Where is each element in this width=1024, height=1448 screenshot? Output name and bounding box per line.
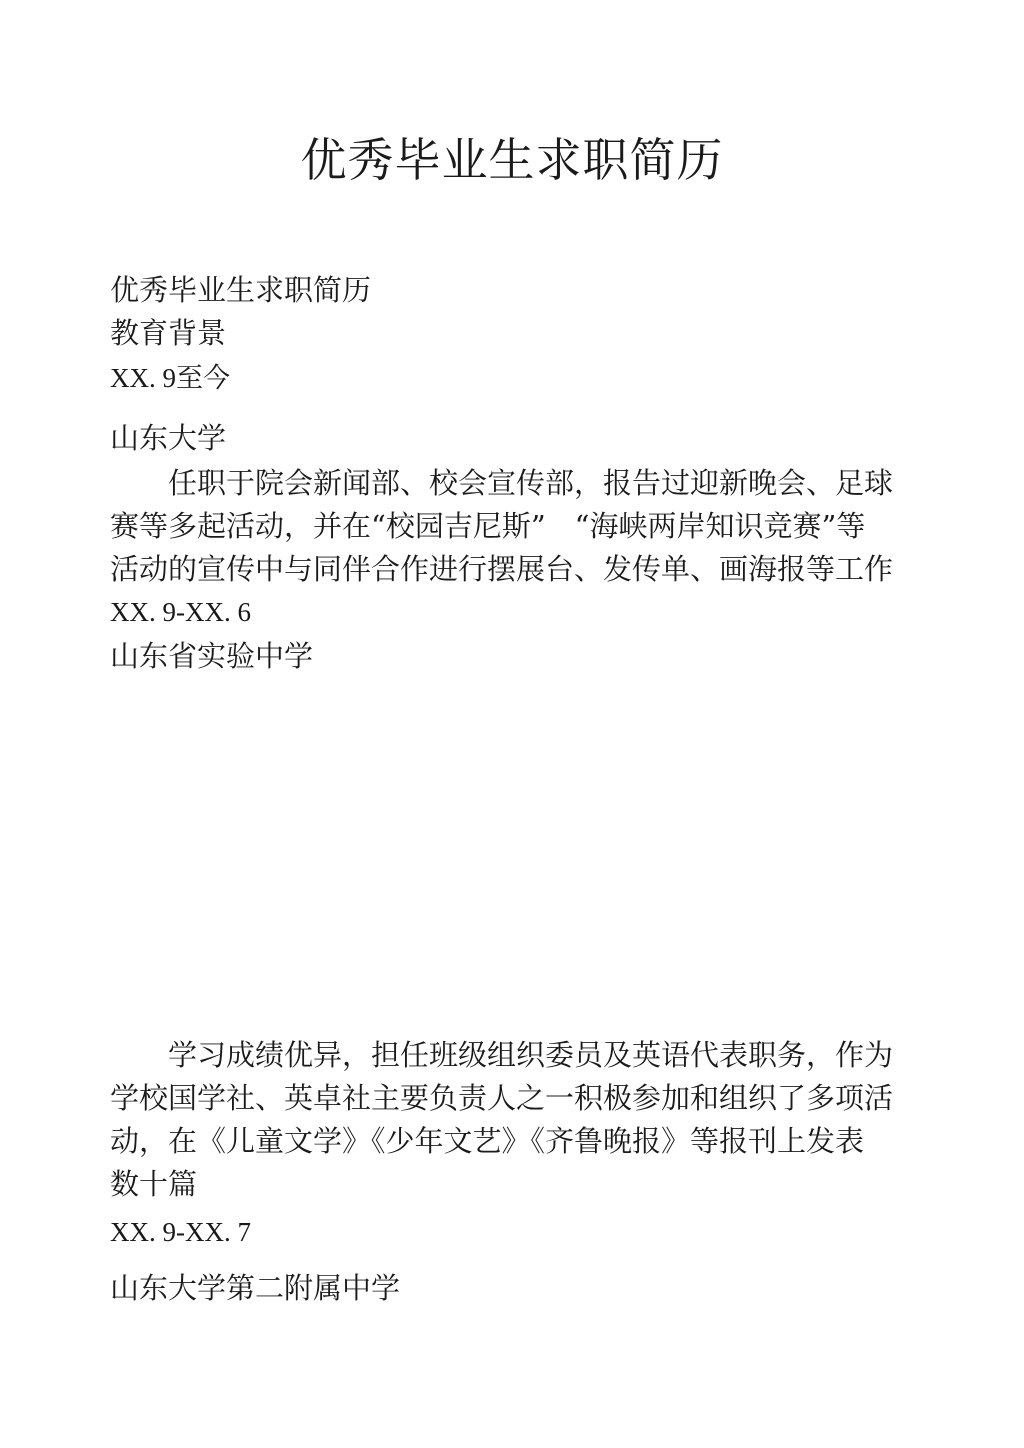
entry-1-school: 山东大学: [110, 421, 227, 455]
entry-1-description-line: 赛等多起活动，并在“校园吉尼斯” “海峡两岸知识竞赛”等: [110, 509, 866, 543]
entry-2-description-line: 动，在《儿童文学》《少年文艺》《齐鲁晚报》等报刊上发表: [110, 1124, 865, 1158]
entry-2-school: 山东省实验中学: [110, 639, 314, 673]
entry-1-period: XX. 9至今: [110, 363, 230, 393]
entry-2-description: [110, 1034, 920, 1206]
section-title-education: 教育背景: [110, 316, 227, 350]
entry-3-period: XX. 9-XX. 7: [110, 1217, 251, 1247]
entry-1-description-line: 任职于院会新闻部、校会宣传部，报告过迎新晚会、足球: [168, 466, 894, 500]
document-title: 优秀毕业生求职简历: [300, 133, 724, 187]
entry-2-description-line: 学校国学社、英卓社主要负责人之一积极参加和组织了多项活: [110, 1081, 894, 1115]
entry-2-period: XX. 9-XX. 6: [110, 597, 251, 627]
entry-2-description-line: 数十篇: [110, 1167, 198, 1201]
entry-2-description-line: 学习成绩优异，担任班级组织委员及英语代表职务，作为: [168, 1038, 894, 1072]
entry-1-description-line: 活动的宣传中与同伴合作进行摆展台、发传单、画海报等工作: [110, 552, 894, 586]
entry-3-school: 山东大学第二附属中学: [110, 1271, 401, 1305]
resume-heading: 优秀毕业生求职简历: [110, 273, 372, 307]
entry-1-description: [110, 462, 920, 591]
